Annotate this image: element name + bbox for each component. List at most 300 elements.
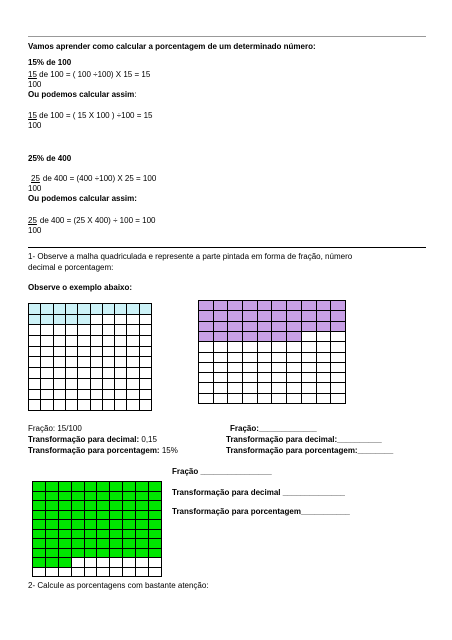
grid-cell — [33, 520, 46, 530]
grid-cell — [272, 301, 287, 311]
grid-cell — [199, 311, 214, 321]
grid-cell — [91, 357, 103, 368]
grid-cell — [287, 363, 302, 373]
grid-cell — [123, 539, 136, 549]
grid-cell — [243, 332, 258, 342]
grid-cell — [140, 357, 152, 368]
grid-cell — [46, 511, 59, 521]
grid-cell — [136, 539, 149, 549]
question1-text-line1: 1- Observe a malha quadriculada e represente a parte pintada em forma de fração, número — [28, 252, 353, 261]
alt-method-label — [28, 90, 137, 100]
grid-cell — [110, 501, 123, 511]
grid-cell — [317, 311, 332, 321]
grid-cell — [317, 394, 332, 404]
example2-line2 — [28, 216, 156, 226]
grid-cell — [136, 501, 149, 511]
percentage-label: Transformação para porcentagem: — [28, 446, 160, 455]
grid-cell — [287, 322, 302, 332]
grid-cell — [85, 482, 98, 492]
grid-cell — [103, 325, 115, 336]
grid-cell — [85, 530, 98, 540]
grid-cell — [243, 363, 258, 373]
grid-cell — [302, 322, 317, 332]
grid-cell — [97, 501, 110, 511]
grid-cell — [59, 482, 72, 492]
grid-cell — [127, 390, 139, 401]
grid-cell — [149, 520, 162, 530]
grid-cell — [140, 336, 152, 347]
grid-cell — [127, 357, 139, 368]
grid-cell — [149, 568, 162, 578]
grid-cell — [72, 501, 85, 511]
grid-cell — [115, 390, 127, 401]
grid-cell — [317, 353, 332, 363]
grid-cell — [115, 336, 127, 347]
grid-cell — [243, 301, 258, 311]
grid-cell — [123, 501, 136, 511]
grid-cell — [199, 373, 214, 383]
grid-cell — [149, 539, 162, 549]
question2-text: 2- Calcule as porcentagens com bastante atenção: — [28, 581, 209, 590]
example-percentage — [28, 446, 178, 456]
grid-cell — [66, 400, 78, 411]
grid-cell — [199, 394, 214, 404]
grid-cell — [103, 357, 115, 368]
question1-text-line2: decimal e porcentagem: — [28, 263, 114, 272]
grid-cell — [331, 363, 346, 373]
grid-cell — [41, 400, 53, 411]
grid-cell — [272, 311, 287, 321]
grid-cell — [91, 400, 103, 411]
grid-cell — [78, 347, 90, 358]
formula-text: de 100 = ( 15 X 100 ) ÷100 = 15 — [36, 111, 153, 120]
grid-cell — [29, 336, 41, 347]
grid-cell — [97, 520, 110, 530]
grid-cell — [41, 390, 53, 401]
grid-cell — [140, 379, 152, 390]
grid-cell — [136, 530, 149, 540]
grid-cell — [85, 501, 98, 511]
grid-cell — [54, 379, 66, 390]
grid-cell — [110, 558, 123, 568]
grid-cell — [78, 315, 90, 326]
grid-cell — [317, 373, 332, 383]
grid-cell — [127, 336, 139, 347]
green-percentage-blank[interactable]: Transformação para porcentagem___________ — [172, 507, 350, 516]
grid-cell — [140, 325, 152, 336]
grid-cell — [199, 301, 214, 311]
grid-cell — [127, 400, 139, 411]
grid-cell — [97, 568, 110, 578]
grid-cell — [127, 379, 139, 390]
grid-cell — [214, 332, 229, 342]
fraction-denominator: 100 — [28, 80, 42, 89]
grid-cell — [272, 363, 287, 373]
exercise-grid-purple — [198, 300, 346, 404]
grid-cell — [272, 342, 287, 352]
decimal-label: Transformação para decimal: — [28, 435, 140, 444]
grid-cell — [59, 492, 72, 502]
grid-cell — [331, 383, 346, 393]
grid-cell — [103, 400, 115, 411]
intro-heading: Vamos aprender como calcular a porcentagem de um determinado número: — [28, 42, 316, 51]
grid-cell — [258, 383, 273, 393]
grid-cell — [214, 322, 229, 332]
grid-cell — [228, 363, 243, 373]
grid-cell — [115, 315, 127, 326]
grid-cell — [85, 539, 98, 549]
grid-cell — [110, 511, 123, 521]
grid-cell — [103, 315, 115, 326]
example-label: Observe o exemplo abaixo: — [28, 283, 133, 292]
grid-cell — [91, 315, 103, 326]
alt-method-text: Ou podemos calcular assim — [28, 90, 135, 99]
grid-cell — [110, 520, 123, 530]
alt-method-label-2: Ou podemos calcular assim: — [28, 194, 137, 203]
grid-cell — [72, 520, 85, 530]
grid-cell — [115, 347, 127, 358]
grid-cell — [78, 336, 90, 347]
grid-cell — [331, 394, 346, 404]
grid-cell — [115, 400, 127, 411]
purple-fraction-blank[interactable]: Fração:_____________ — [230, 424, 317, 433]
grid-cell — [54, 315, 66, 326]
grid-cell — [287, 332, 302, 342]
grid-cell — [33, 539, 46, 549]
grid-cell — [33, 530, 46, 540]
grid-cell — [228, 311, 243, 321]
grid-cell — [59, 539, 72, 549]
grid-cell — [123, 492, 136, 502]
grid-cell — [46, 568, 59, 578]
grid-cell — [29, 347, 41, 358]
purple-decimal-blank[interactable]: Transformação para decimal:__________ — [226, 435, 382, 444]
grid-cell — [140, 390, 152, 401]
grid-cell — [33, 568, 46, 578]
grid-cell — [46, 549, 59, 559]
grid-cell — [78, 368, 90, 379]
grid-cell — [214, 301, 229, 311]
grid-cell — [72, 539, 85, 549]
grid-cell — [66, 336, 78, 347]
grid-cell — [228, 353, 243, 363]
grid-cell — [287, 383, 302, 393]
grid-cell — [136, 482, 149, 492]
grid-cell — [214, 373, 229, 383]
grid-cell — [199, 383, 214, 393]
grid-cell — [149, 558, 162, 568]
grid-cell — [72, 568, 85, 578]
grid-cell — [41, 336, 53, 347]
grid-cell — [46, 558, 59, 568]
grid-cell — [66, 315, 78, 326]
grid-cell — [103, 336, 115, 347]
grid-cell — [302, 363, 317, 373]
grid-cell — [72, 558, 85, 568]
grid-cell — [41, 347, 53, 358]
grid-cell — [214, 394, 229, 404]
grid-cell — [287, 394, 302, 404]
grid-cell — [317, 342, 332, 352]
grid-cell — [54, 325, 66, 336]
grid-cell — [54, 390, 66, 401]
grid-cell — [228, 373, 243, 383]
grid-cell — [123, 482, 136, 492]
grid-cell — [302, 332, 317, 342]
grid-cell — [97, 511, 110, 521]
grid-cell — [103, 368, 115, 379]
grid-cell — [317, 383, 332, 393]
grid-cell — [123, 549, 136, 559]
grid-cell — [78, 357, 90, 368]
fraction-numerator: 15 — [28, 111, 37, 120]
exercise-grid-green — [32, 481, 162, 577]
grid-cell — [33, 549, 46, 559]
percentage-value: 15% — [159, 446, 178, 455]
grid-cell — [243, 322, 258, 332]
example2-line1 — [28, 174, 156, 184]
grid-cell — [199, 322, 214, 332]
grid-cell — [331, 342, 346, 352]
grid-cell — [258, 373, 273, 383]
grid-cell — [243, 373, 258, 383]
decimal-value: 0,15 — [139, 435, 157, 444]
grid-cell — [302, 311, 317, 321]
grid-cell — [41, 325, 53, 336]
grid-cell — [272, 373, 287, 383]
example1-line1 — [28, 70, 150, 80]
purple-percentage-blank[interactable]: Transformação para porcentagem:________ — [226, 446, 394, 455]
grid-cell — [272, 383, 287, 393]
grid-cell — [228, 394, 243, 404]
grid-cell — [33, 492, 46, 502]
grid-cell — [214, 383, 229, 393]
grid-cell — [228, 301, 243, 311]
fraction-denominator: 100 — [28, 121, 42, 130]
grid-cell — [214, 342, 229, 352]
grid-cell — [258, 322, 273, 332]
grid-cell — [91, 368, 103, 379]
grid-cell — [72, 482, 85, 492]
grid-cell — [302, 301, 317, 311]
grid-cell — [115, 368, 127, 379]
grid-cell — [115, 379, 127, 390]
grid-cell — [199, 342, 214, 352]
grid-cell — [110, 492, 123, 502]
grid-cell — [272, 353, 287, 363]
grid-cell — [127, 347, 139, 358]
grid-cell — [199, 363, 214, 373]
grid-cell — [46, 520, 59, 530]
grid-cell — [149, 530, 162, 540]
grid-cell — [103, 390, 115, 401]
grid-cell — [243, 353, 258, 363]
grid-cell — [66, 368, 78, 379]
grid-cell — [29, 357, 41, 368]
grid-cell — [136, 568, 149, 578]
grid-cell — [91, 304, 103, 315]
example-grid — [28, 303, 152, 411]
grid-cell — [199, 332, 214, 342]
grid-cell — [243, 342, 258, 352]
example2-title: 25% de 400 — [28, 154, 72, 163]
grid-cell — [140, 347, 152, 358]
grid-cell — [91, 347, 103, 358]
grid-cell — [331, 353, 346, 363]
grid-cell — [85, 492, 98, 502]
grid-cell — [287, 342, 302, 352]
grid-cell — [317, 363, 332, 373]
grid-cell — [54, 368, 66, 379]
grid-cell — [149, 501, 162, 511]
grid-cell — [33, 501, 46, 511]
grid-cell — [331, 373, 346, 383]
grid-cell — [302, 353, 317, 363]
grid-cell — [272, 394, 287, 404]
grid-cell — [72, 511, 85, 521]
grid-cell — [110, 549, 123, 559]
grid-cell — [110, 482, 123, 492]
grid-cell — [59, 568, 72, 578]
grid-cell — [78, 304, 90, 315]
grid-cell — [85, 549, 98, 559]
grid-cell — [287, 311, 302, 321]
grid-cell — [331, 311, 346, 321]
grid-cell — [41, 304, 53, 315]
grid-cell — [46, 530, 59, 540]
grid-cell — [97, 539, 110, 549]
grid-cell — [72, 549, 85, 559]
grid-cell — [136, 558, 149, 568]
grid-cell — [78, 379, 90, 390]
grid-cell — [41, 357, 53, 368]
grid-cell — [302, 394, 317, 404]
grid-cell — [258, 311, 273, 321]
grid-cell — [127, 325, 139, 336]
grid-cell — [46, 539, 59, 549]
grid-cell — [46, 492, 59, 502]
grid-cell — [258, 394, 273, 404]
grid-cell — [29, 400, 41, 411]
grid-cell — [317, 301, 332, 311]
grid-cell — [258, 332, 273, 342]
grid-cell — [228, 322, 243, 332]
grid-cell — [103, 347, 115, 358]
grid-cell — [97, 549, 110, 559]
grid-cell — [66, 390, 78, 401]
green-fraction-blank[interactable]: Fração ________________ — [172, 467, 272, 476]
grid-cell — [78, 325, 90, 336]
grid-cell — [54, 336, 66, 347]
grid-cell — [136, 511, 149, 521]
grid-cell — [123, 558, 136, 568]
grid-cell — [97, 530, 110, 540]
grid-cell — [258, 301, 273, 311]
grid-cell — [258, 363, 273, 373]
grid-cell — [54, 347, 66, 358]
example-decimal — [28, 435, 157, 445]
grid-cell — [272, 322, 287, 332]
grid-cell — [214, 353, 229, 363]
grid-cell — [149, 492, 162, 502]
grid-cell — [287, 373, 302, 383]
grid-cell — [66, 304, 78, 315]
grid-cell — [331, 301, 346, 311]
grid-cell — [59, 549, 72, 559]
grid-cell — [91, 336, 103, 347]
grid-cell — [78, 390, 90, 401]
example1-line2 — [28, 111, 153, 121]
grid-cell — [97, 482, 110, 492]
grid-cell — [91, 325, 103, 336]
grid-cell — [199, 353, 214, 363]
grid-cell — [59, 558, 72, 568]
grid-cell — [127, 315, 139, 326]
grid-cell — [149, 549, 162, 559]
grid-cell — [136, 549, 149, 559]
grid-cell — [41, 379, 53, 390]
grid-cell — [140, 304, 152, 315]
grid-cell — [103, 304, 115, 315]
grid-cell — [149, 511, 162, 521]
grid-cell — [331, 332, 346, 342]
grid-cell — [59, 520, 72, 530]
grid-cell — [66, 347, 78, 358]
grid-cell — [214, 311, 229, 321]
grid-cell — [29, 379, 41, 390]
grid-cell — [243, 383, 258, 393]
grid-cell — [66, 325, 78, 336]
grid-cell — [302, 342, 317, 352]
grid-cell — [287, 301, 302, 311]
grid-cell — [91, 379, 103, 390]
grid-cell — [33, 482, 46, 492]
grid-cell — [317, 332, 332, 342]
grid-cell — [59, 501, 72, 511]
grid-cell — [33, 511, 46, 521]
grid-cell — [123, 511, 136, 521]
grid-cell — [78, 400, 90, 411]
grid-cell — [331, 322, 346, 332]
grid-cell — [97, 492, 110, 502]
grid-cell — [59, 511, 72, 521]
grid-cell — [29, 325, 41, 336]
grid-cell — [115, 357, 127, 368]
grid-cell — [110, 539, 123, 549]
grid-cell — [127, 368, 139, 379]
grid-cell — [29, 368, 41, 379]
grid-cell — [85, 558, 98, 568]
grid-cell — [66, 357, 78, 368]
grid-cell — [140, 400, 152, 411]
grid-cell — [41, 315, 53, 326]
grid-cell — [140, 315, 152, 326]
green-decimal-blank[interactable]: Transformação para decimal ______________ — [172, 488, 346, 497]
grid-cell — [33, 558, 46, 568]
grid-cell — [29, 390, 41, 401]
example-fraction: Fração: 15/100 — [28, 424, 82, 433]
grid-cell — [59, 530, 72, 540]
grid-cell — [136, 520, 149, 530]
grid-cell — [54, 357, 66, 368]
grid-cell — [123, 568, 136, 578]
grid-cell — [115, 325, 127, 336]
grid-cell — [302, 383, 317, 393]
grid-cell — [29, 315, 41, 326]
fraction-denominator: 100 — [28, 226, 42, 235]
grid-cell — [46, 501, 59, 511]
grid-cell — [214, 363, 229, 373]
